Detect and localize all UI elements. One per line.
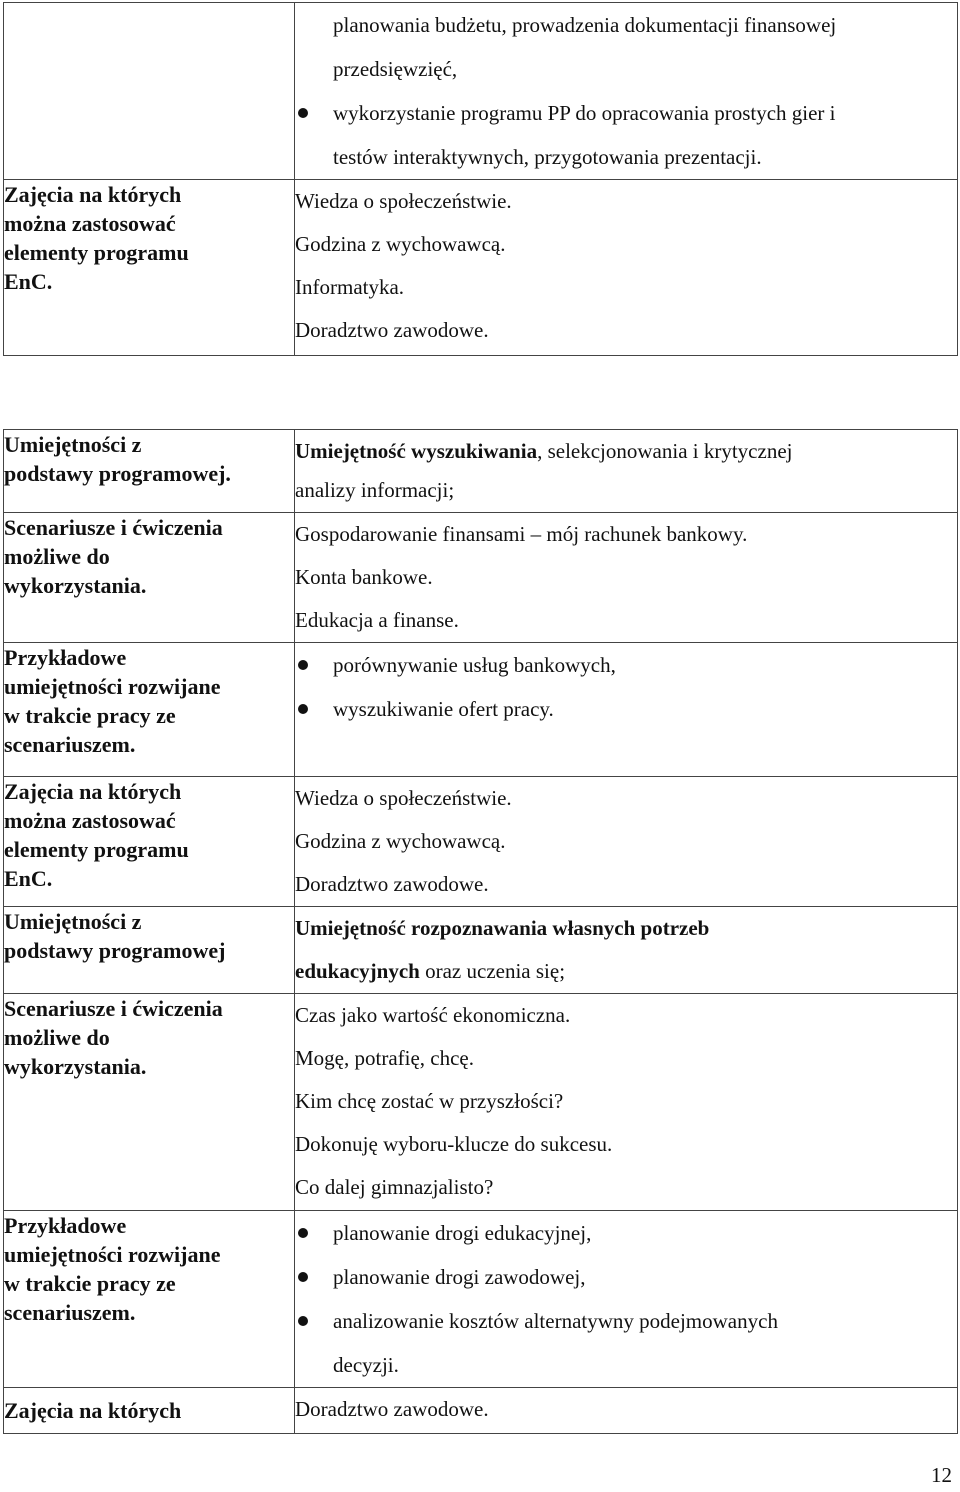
label-line: Scenariusze i ćwiczenia — [4, 996, 223, 1021]
cell-examples-label — [4, 643, 295, 777]
label-line: możliwe do — [4, 544, 110, 569]
label-line: wykorzystania. — [4, 573, 147, 598]
class-item: Doradztwo zawodowe. — [295, 872, 489, 896]
text-line: przedsięwzięć, — [333, 57, 458, 81]
label-line: podstawy programowej — [4, 938, 226, 963]
row-top-classes — [4, 180, 958, 356]
cell-scenario-items — [295, 513, 958, 643]
cell-examples-label — [4, 1211, 295, 1388]
cell-skill-label — [4, 430, 295, 513]
bullet-icon — [298, 108, 308, 118]
class-item: Doradztwo zawodowe. — [295, 1397, 489, 1421]
row-scenarios-1 — [4, 513, 958, 643]
scenario-item: Dokonuję wyboru-klucze do sukcesu. — [295, 1132, 613, 1156]
table-top — [3, 2, 958, 356]
bullet-list — [295, 643, 957, 731]
label-line: Przykładowe — [4, 645, 127, 670]
scenario-item: Gospodarowanie finansami – mój rachunek bankowy. — [295, 522, 748, 546]
scenario-item: Mogę, potrafię, chcę. — [295, 1046, 475, 1070]
scenario-item: Kim chcę zostać w przyszłości? — [295, 1089, 564, 1113]
label-line: w trakcie pracy ze — [4, 1271, 176, 1296]
label-line: Umiejętności z — [4, 909, 142, 934]
bullet-icon — [298, 660, 308, 670]
cell-classes-items — [295, 1388, 958, 1434]
label-line: EnC. — [4, 269, 53, 294]
list-item: planowanie drogi zawodowej, — [295, 1255, 957, 1299]
page-number: 12 — [931, 1463, 952, 1487]
cell-empty-left — [4, 3, 295, 180]
table-bottom — [3, 429, 958, 1434]
label-line: wykorzystania. — [4, 1054, 147, 1079]
label-line: Scenariusze i ćwiczenia — [4, 515, 223, 540]
cell-skill-text — [295, 907, 958, 994]
label-line: umiejętności rozwijane — [4, 674, 221, 699]
list-item: decyzji. — [333, 1353, 399, 1377]
row-classes-2 — [4, 1388, 958, 1434]
cell-classes-label — [4, 180, 295, 356]
label-line: Zajęcia na których — [4, 182, 182, 207]
bullet-icon — [298, 1228, 308, 1238]
class-item: Wiedza o społeczeństwie. — [295, 786, 512, 810]
list-item: analizowanie kosztów alternatywny podejmowanych — [295, 1299, 957, 1343]
label-line: podstawy programowej. — [4, 461, 231, 486]
label-line: scenariuszem. — [4, 1300, 136, 1325]
text-line: Umiejętność rozpoznawania własnych potrzeb — [295, 916, 710, 940]
cell-scenario-label — [4, 994, 295, 1211]
cell-classes-items — [295, 777, 958, 907]
class-item: Doradztwo zawodowe. — [295, 318, 489, 342]
label-line: elementy programu — [4, 240, 189, 265]
cell-classes-label — [4, 777, 295, 907]
row-skill-1 — [4, 430, 958, 513]
row-examples-2 — [4, 1211, 958, 1388]
bullet-list — [295, 1211, 957, 1387]
label-line: EnC. — [4, 866, 53, 891]
class-item: Wiedza o społeczeństwie. — [295, 189, 512, 213]
cell-classes-items — [295, 180, 958, 356]
label-line: Przykładowe — [4, 1213, 127, 1238]
row-skill-2 — [4, 907, 958, 994]
cell-skill-text — [295, 430, 958, 513]
scenario-item: Co dalej gimnazjalisto? — [295, 1175, 494, 1199]
bullet-icon — [298, 704, 308, 714]
row-classes-1 — [4, 777, 958, 907]
list-item: wyszukiwanie ofert pracy. — [295, 687, 957, 731]
list-item: porównywanie usług bankowych, — [295, 643, 957, 687]
class-item: Godzina z wychowawcą. — [295, 232, 506, 256]
class-item: Godzina z wychowawcą. — [295, 829, 506, 853]
row-top-continuation — [4, 3, 958, 180]
list-item: planowanie drogi edukacyjnej, — [295, 1211, 957, 1255]
cell-classes-label — [4, 1388, 295, 1434]
row-scenarios-2 — [4, 994, 958, 1211]
text-line: Umiejętność wyszukiwania, selekcjonowania i krytycznej — [295, 439, 793, 463]
cell-skill-label — [4, 907, 295, 994]
scenario-item: Konta bankowe. — [295, 565, 433, 589]
cell-scenario-items — [295, 994, 958, 1211]
bullet-list — [295, 91, 957, 179]
bullet-icon — [298, 1316, 308, 1326]
label-line: umiejętności rozwijane — [4, 1242, 221, 1267]
scenario-item: Edukacja a finanse. — [295, 608, 459, 632]
label-line: Zajęcia na których — [4, 779, 182, 804]
cell-examples-items — [295, 643, 958, 777]
scenario-item: Czas jako wartość ekonomiczna. — [295, 1003, 571, 1027]
text-line: planowania budżetu, prowadzenia dokumentacji finansowej — [333, 13, 837, 37]
text-line: analizy informacji; — [295, 478, 455, 502]
cell-continuation — [295, 3, 958, 180]
cell-scenario-label — [4, 513, 295, 643]
cell-examples-items — [295, 1211, 958, 1388]
label-line: Zajęcia na których — [4, 1398, 182, 1423]
label-line: Umiejętności z — [4, 432, 142, 457]
class-item: Informatyka. — [295, 275, 405, 299]
text-line: edukacyjnych oraz uczenia się; — [295, 959, 566, 983]
label-line: w trakcie pracy ze — [4, 703, 176, 728]
list-item: testów interaktywnych, przygotowania prezentacji. — [333, 145, 762, 169]
label-line: elementy programu — [4, 837, 189, 862]
list-item: wykorzystanie programu PP do opracowania prostych gier i — [295, 91, 957, 135]
bullet-icon — [298, 1272, 308, 1282]
label-line: scenariuszem. — [4, 732, 136, 757]
row-examples-1 — [4, 643, 958, 777]
label-line: można zastosować — [4, 808, 176, 833]
label-line: możliwe do — [4, 1025, 110, 1050]
label-line: można zastosować — [4, 211, 176, 236]
